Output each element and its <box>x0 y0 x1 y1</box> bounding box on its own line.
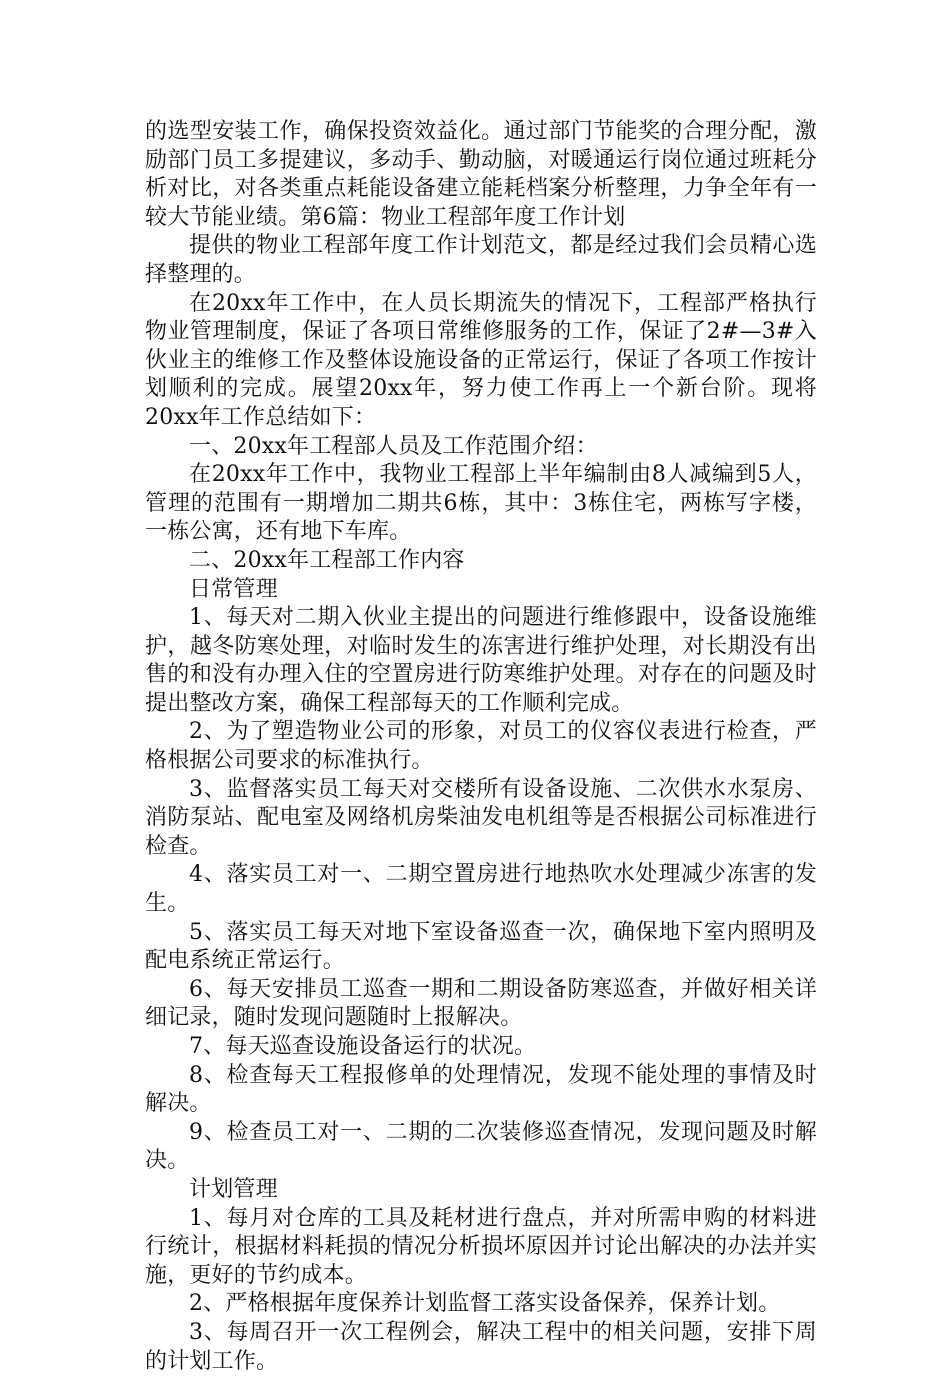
list-item-daily-9: 9、检查员工对一、二期的二次装修巡查情况，发现问题及时解决。 <box>145 1119 817 1174</box>
list-item-plan-3: 3、每周召开一次工程例会，解决工程中的相关问题，安排下周的计划工作。 <box>145 1319 817 1374</box>
section-heading-2: 二、20xx年工程部工作内容 <box>189 547 465 573</box>
list-item-daily-5: 5、落实员工每天对地下室设备巡查一次，确保地下室内照明及配电系统正常运行。 <box>145 919 817 974</box>
subheading-plan-management: 计划管理 <box>189 1176 278 1202</box>
document-body <box>145 118 817 1376</box>
list-item-daily-4: 4、落实员工对一、二期空置房进行地热吹水处理减少冻害的发生。 <box>145 862 817 917</box>
paragraph-3: 在20xx年工作中，在人员长期流失的情况下，工程部严格执行物业管理制度，保证了各项日常维修服务的工作，保证了2#—3#入伙业主的维修工作及整体设施设备的正常运行，保证了各项工作按计划顺利的完成。展望20xx年，努力使工作再上一个新台阶。现将20xx年工作总结如下： <box>145 290 817 430</box>
list-item-daily-7: 7、每天巡查设施设备运行的状况。 <box>189 1034 537 1059</box>
list-item-plan-2: 2、严格根据年度保养计划监督工落实设备保养，保养计划。 <box>189 1291 781 1317</box>
paragraph-2: 提供的物业工程部年度工作计划范文，都是经过我们会员精心选择整理的。 <box>145 233 817 287</box>
paragraph-5: 在20xx年工作中，我物业工程部上半年编制由8人减编到5人，管理的范围有一期增加二期共6栋，其中：3栋住宅，两栋写字楼，一栋公寓，还有地下车库。 <box>145 462 817 545</box>
subheading-daily-management: 日常管理 <box>189 576 278 602</box>
paragraph-1: 的选型安装工作，确保投资效益化。通过部门节能奖的合理分配，激励部门员工多提建议，多动手、勤动脑，对暖通运行岗位通过班耗分析对比，对各类重点耗能设备建立能耗档案分析整理，力争全年有一较大节能业绩。第6篇：物业工程部年度工作计划 <box>145 119 817 230</box>
section-heading-1: 一、20xx年工程部人员及工作范围介绍： <box>189 433 598 459</box>
list-item-daily-2: 2、为了塑造物业公司的形象，对员工的仪容仪表进行检查，严格根据公司要求的标准执行。 <box>145 719 817 774</box>
list-item-daily-1: 1、每天对二期入伙业主提出的问题进行维修跟中，设备设施维护，越冬防寒处理，对临时发生的冻害进行维护处理，对长期没有出售的和没有办理入住的空置房进行防寒维护处理。对存在的问题及时提出整改方案，确保工程部每天的工作顺利完成。 <box>145 605 817 716</box>
list-item-plan-1: 1、每月对仓库的工具及耗材进行盘点，并对所需申购的材料进行统计，根据材料耗损的情况分析损坏原因并讨论出解决的办法并实施，更好的节约成本。 <box>145 1205 817 1288</box>
list-item-daily-6: 6、每天安排员工巡查一期和二期设备防寒巡查，并做好相关详细记录，随时发现问题随时上报解决。 <box>145 976 817 1031</box>
list-item-daily-3: 3、监督落实员工每天对交楼所有设备设施、二次供水水泵房、消防泵站、配电室及网络机房柴油发电机组等是否根据公司标准进行检查。 <box>145 776 817 859</box>
list-item-daily-8: 8、检查每天工程报修单的处理情况，发现不能处理的事情及时解决。 <box>145 1062 817 1117</box>
